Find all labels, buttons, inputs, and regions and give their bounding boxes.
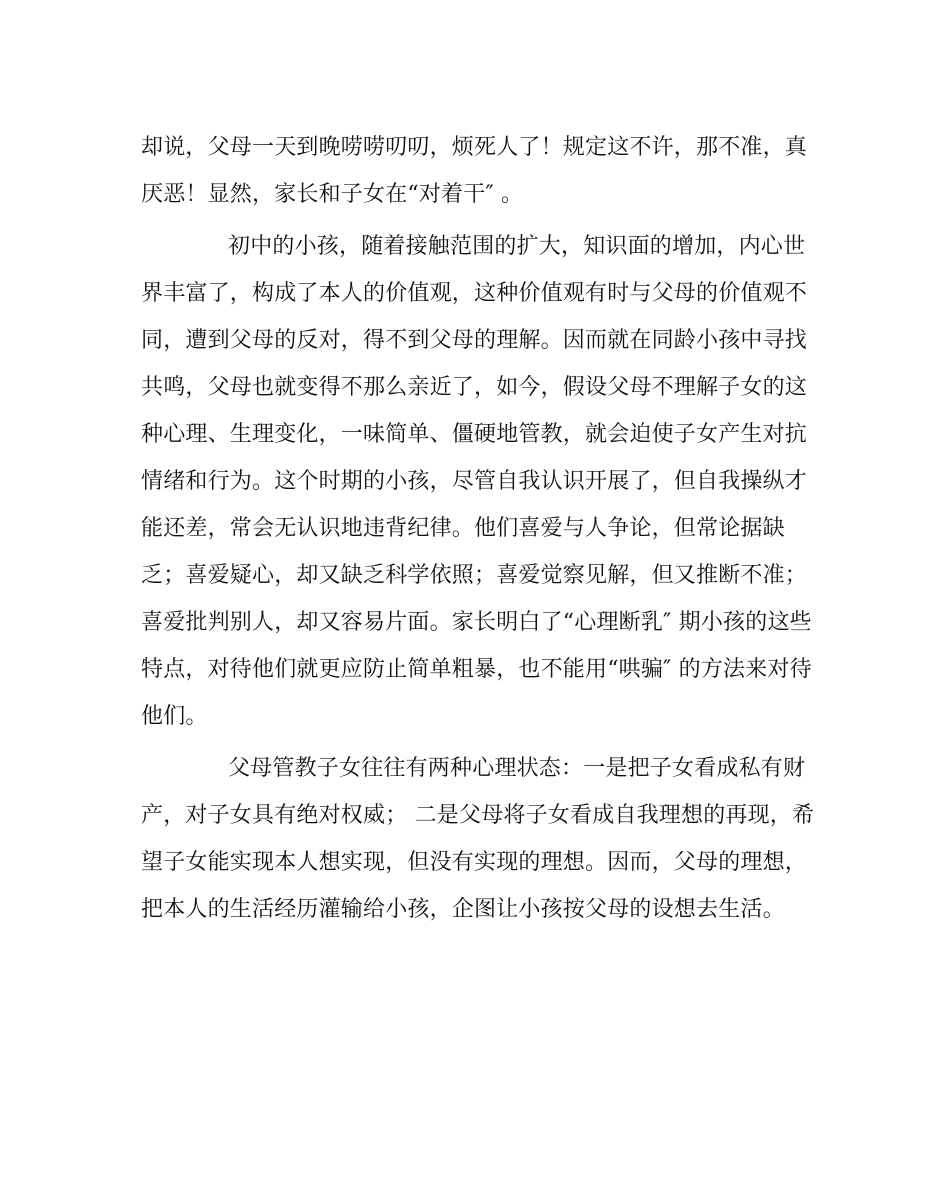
body-text — [141, 124, 815, 933]
text-line: 把本人的生活经历灌输给小孩，企图让小孩按父母的设想去生活。 — [141, 897, 785, 922]
text-line: 界丰富了，构成了本人的价值观，这种价值观有时与父母的价值观不 — [141, 281, 808, 306]
text-line: 种心理、生理变化，一味简单、僵硬地管教，就会迫使子女产生对抗 — [141, 422, 808, 447]
text-line: 同，遭到父母的反对，得不到父母的理解。因而就在同龄小孩中寻找 — [141, 328, 808, 353]
paragraph-2 — [141, 223, 811, 740]
text-line: 望子女能实现本人想实现，但没有实现的理想。因而，父母的理想， — [141, 850, 808, 875]
text-line: 父母管教子女往往有两种心理状态：一是把子女看成私有财 — [228, 756, 806, 781]
paragraph-3 — [141, 745, 815, 933]
text-line: 却说，父母一天到晚唠唠叨叨，烦死人了！规定这不许，那不准，真 — [141, 135, 808, 160]
text-line: 情绪和行为。这个时期的小孩，尽管自我认识开展了，但自我操纵才 — [141, 469, 808, 494]
text-line: 能还差，常会无认识地违背纪律。他们喜爱与人争论，但常论据缺 — [141, 516, 785, 541]
text-line: 初中的小孩，随着接触范围的扩大，知识面的增加，内心世 — [228, 234, 806, 259]
text-line: 共鸣，父母也就变得不那么亲近了，如今，假设父母不理解子女的这 — [141, 375, 808, 400]
text-line: 产，对子女具有绝对权威； 二是父母将子女看成自我理想的再现，希 — [141, 803, 815, 828]
text-line: 他们。 — [141, 704, 208, 729]
paragraph-1 — [141, 124, 811, 218]
text-line: 厌恶！显然，家长和子女在“对着干″ 。 — [141, 182, 524, 207]
text-line: 特点，对待他们就更应防止简单粗暴，也不能用“哄骗″ 的方法来对待 — [141, 657, 812, 682]
text-line: 乏；喜爱疑心，却又缺乏科学依照；喜爱觉察见解，但又推断不准； — [141, 563, 808, 588]
text-line: 喜爱批判别人，却又容易片面。家长明白了“心理断乳″ 期小孩的这些 — [141, 610, 812, 635]
